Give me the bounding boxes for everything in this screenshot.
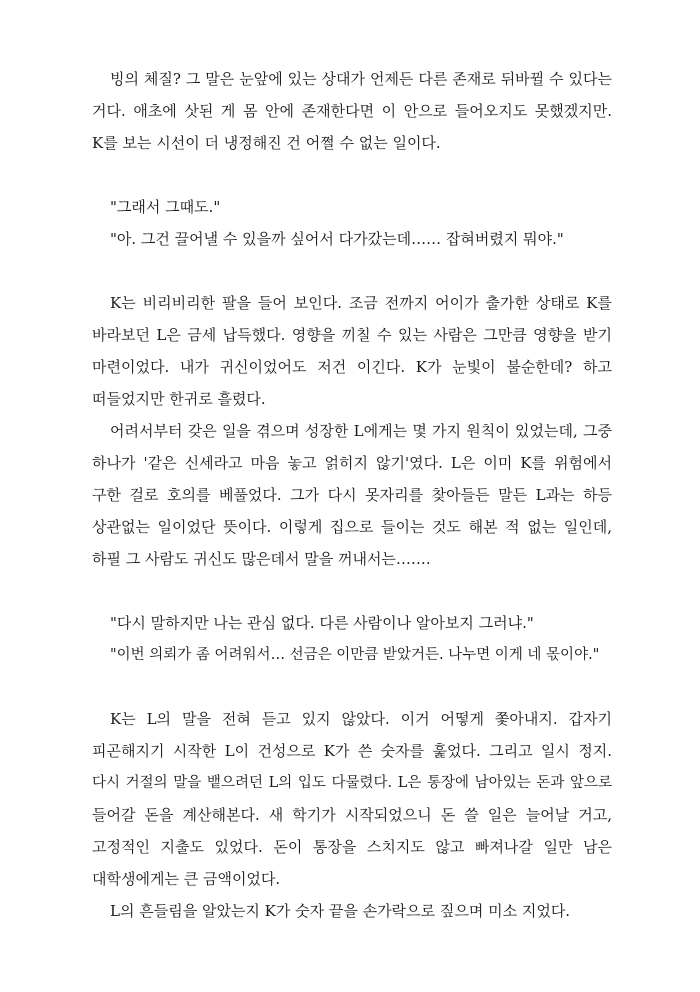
paragraph-line: 어려서부터 갖은 일을 겪으며 성장한 L에게는 몇 가지 원칙이 있었는데, 그중 — [110, 422, 612, 440]
paragraph-line: 상관없는 일이었단 뜻이다. 이렇게 집으로 들이는 것도 해본 적 없는 일인데, — [92, 518, 612, 536]
paragraph-line: 거다. 애초에 삿된 게 몸 안에 존재한다면 이 안으로 들어오지도 못했겠지만. — [92, 102, 612, 120]
paragraph-line: 대학생에게는 큰 금액이었다. — [92, 870, 281, 888]
paragraph-gap — [92, 575, 612, 607]
paragraph-line: 떠들었지만 한귀로 흘렸다. — [92, 390, 266, 408]
paragraph-line: 하필 그 사람도 귀신도 많은데서 말을 꺼내서는……. — [92, 550, 431, 568]
paragraph-line: 구한 걸로 호의를 베풀었다. 그가 다시 못자리를 찾아들든 말든 L과는 하등 — [92, 486, 612, 504]
paragraph-line: K는 L의 말을 전혀 듣고 있지 않았다. 이거 어떻게 쫓아내지. 갑자기 — [110, 710, 612, 728]
paragraph-line: 다시 거절의 말을 뱉으려던 L의 입도 다물렸다. L은 통장에 남아있는 돈과 앞으로 — [92, 775, 612, 791]
paragraph-gap — [92, 159, 612, 191]
paragraph-line: 마련이었다. 내가 귀신이었어도 저건 이긴다. K가 눈빛이 불순한데? 하고 — [92, 358, 612, 376]
paragraph-line: 들어갈 돈을 계산해본다. 새 학기가 시작되었으니 돈 쓸 일은 늘어날 거고, — [92, 806, 612, 824]
paragraph-line: 하나가 '같은 신세라고 마음 놓고 얽히지 않기'였다. L은 이미 K를 위험에서 — [92, 454, 612, 472]
body-text — [92, 63, 612, 927]
dialogue-line: "아. 그건 끌어낼 수 있을까 싶어서 다가갔는데…… 잡혀버렸지 뭐야." — [110, 230, 564, 248]
paragraph-line: 피곤해지기 시작한 L이 건성으로 K가 쓴 숫자를 훑었다. 그리고 일시 정지. — [92, 742, 612, 760]
dialogue-line: "다시 말하지만 나는 관심 없다. 다른 사람이나 알아보지 그러냐." — [110, 614, 534, 632]
paragraph-line: 빙의 체질? 그 말은 눈앞에 있는 상대가 언제든 다른 존재로 뒤바뀔 수 있다는 — [110, 70, 612, 88]
paragraph-line: L의 흔들림을 알았는지 K가 숫자 끝을 손가락으로 짚으며 미소 지었다. — [110, 902, 571, 920]
paragraph-gap — [92, 255, 612, 287]
paragraph-line: K는 비리비리한 팔을 들어 보인다. 조금 전까지 어이가 출가한 상태로 K를 — [110, 294, 612, 312]
paragraph-line: 고정적인 지출도 있었다. 돈이 통장을 스치지도 않고 빠져나갈 일만 남은 — [92, 838, 612, 856]
dialogue-line: "그래서 그때도." — [110, 198, 221, 216]
paragraph-line: 바라보던 L은 금세 납득했다. 영향을 끼칠 수 있는 사람은 그만큼 영향을 받기 — [92, 326, 612, 344]
paragraph-line: K를 보는 시선이 더 냉정해진 건 어쩔 수 없는 일이다. — [92, 134, 441, 152]
dialogue-line: "이번 의뢰가 좀 어려워서… 선금은 이만큼 받았거든. 나누면 이게 네 몫이야." — [110, 647, 600, 663]
paragraph-gap — [92, 671, 612, 703]
